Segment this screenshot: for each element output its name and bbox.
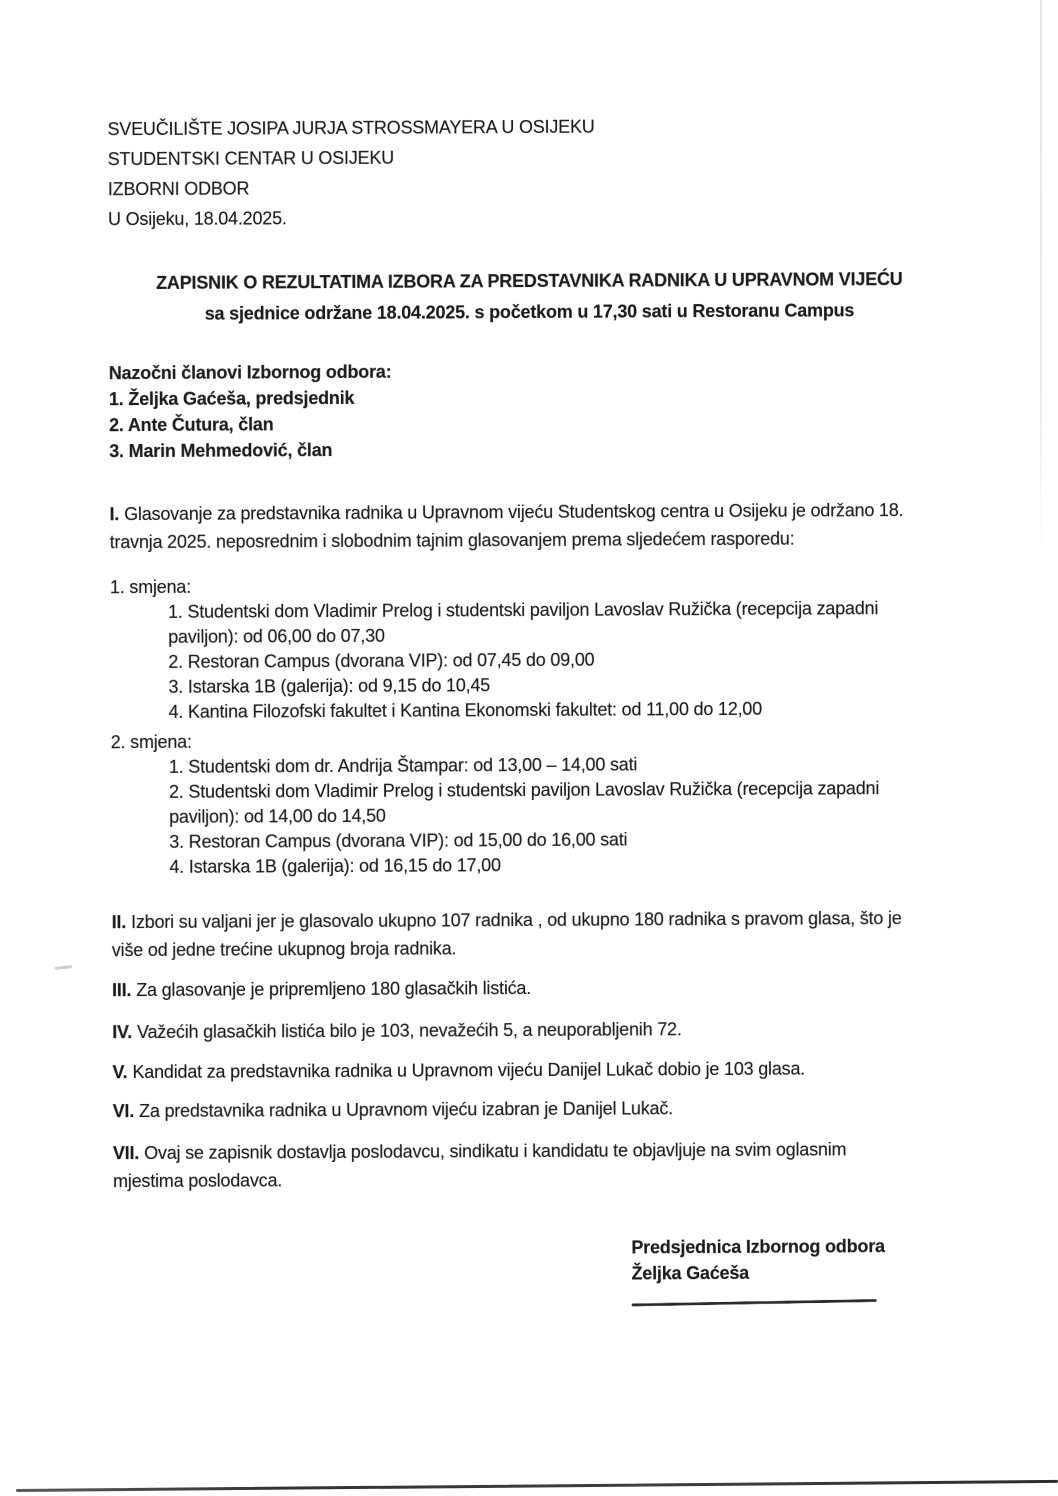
section-iii-line-1 [112,972,954,1004]
letterhead-university: SVEUČILIŠTE JOSIPA JURJA STROSSMAYERA U OSIJEKU [107,116,595,140]
shift-1-item-1-line-2: paviljon): od 06,00 do 07,30 [168,625,385,647]
shift-2-label: 2. smjena: [110,731,192,753]
shift-1-item-2: 2. Restoran Campus (dvorana VIP): od 07,45 do 09,00 [168,649,595,672]
section-ii-text-1: Izbori su valjani jer je glasovalo ukupno 107 radnika , od ukupno 180 radnika s pravom glasa, što je [131,908,902,933]
section-iv-line-1 [112,1014,954,1046]
document-title-line-2: sa sjednice održane 18.04.2025. s početkom u 17,30 sati u Restoranu Campus [204,300,855,324]
section-ii [112,904,954,964]
section-vii-line-1 [113,1135,955,1167]
signature-block [631,1233,955,1307]
section-i-numeral: I. [109,504,120,525]
shift-1-item-4: 4. Kantina Filozofski fakultet i Kantina Ekonomski fakultet: od 11,00 do 12,00 [168,698,763,722]
attendees-block [109,356,952,464]
section-vii-line-2: mjestima poslodavca. [112,1170,283,1192]
section-ii-line-2: više od jedne trećine ukupnog broja radnika. [111,938,457,961]
section-iii [112,972,954,1004]
shift-2-item-3: 3. Restoran Campus (dvorana VIP): od 15,00 do 16,00 sati [169,829,628,852]
section-vii-text-1: Ovaj se zapisnik dostavlja poslodavcu, sindikatu i kandidatu te objavljuje na svim oglasnim [144,1139,847,1164]
section-iii-numeral: III. [111,980,132,1001]
document-title [108,264,950,330]
section-v-line-1 [112,1054,954,1086]
shift-1-schedule [110,596,953,725]
section-vii-numeral: VII. [112,1143,140,1164]
signature-name: Željka Gaćeša [631,1262,750,1284]
section-vi-numeral: VI. [112,1101,135,1122]
section-vi-line-1 [113,1093,955,1125]
attendees-heading: Nazočni članovi Izbornog odbora: [108,361,392,384]
shift-1-label: 1. smjena: [109,576,192,598]
section-ii-line-1 [112,904,954,936]
section-v-text: Kandidat za predstavnika radnika u Upravnom vijeću Danijel Lukač dobio je 103 glasa. [132,1058,806,1083]
letterhead [107,0,950,234]
document-title-line-1: ZAPISNIK O REZULTATIMA IZBORA ZA PREDSTAVNIKA RADNIKA U UPRAVNOM VIJEĆU [156,269,903,293]
shift-2-item-2-line-2: paviljon): od 14,00 do 14,50 [169,805,386,827]
section-ii-numeral: II. [111,912,127,933]
shift-1-item-1-line-1: 1. Studentski dom Vladimir Prelog i studentski paviljon Lavoslav Ružička (recepcija zapadni [168,598,879,622]
shift-2-schedule [111,751,954,880]
attendee-member-1: 1. Željka Gaćeša, predsjednik [108,387,355,410]
shift-2-item-4: 4. Istarska 1B (galerija): od 16,15 do 17,00 [169,855,501,877]
letterhead-committee: IZBORNI ODBOR [107,178,250,200]
letterhead-place-date: U Osijeku, 18.04.2025. [107,208,287,230]
shift-2-item-2-line-1: 2. Studentski dom Vladimir Prelog i studentski paviljon Lavoslav Ružička (recepcija zapadni [168,778,880,802]
section-i-text-1: Glasovanje za predstavnika radnika u Upravnom vijeću Studentskog centra u Osijeku je održano 18. [124,500,904,525]
signature-line [632,1299,877,1306]
section-iv-text: Važećih glasačkih listića bilo je 103, nevažećih 5, a neuporabljenih 72. [136,1019,682,1043]
section-vi [113,1093,955,1125]
letterhead-institution: STUDENTSKI CENTAR U OSIJEKU [107,147,395,170]
section-vi-text: Za predstavnika radnika u Upravnom vijeću izabran je Danijel Lukač. [139,1098,674,1122]
section-i-line-2: travnja 2025. neposrednim i slobodnim tajnim glasovanjem prema sljedećem rasporedu: [109,528,795,553]
attendee-member-3: 3. Marin Mehmedović, član [109,440,333,462]
section-iii-text: Za glasovanje je pripremljeno 180 glasačkih listića. [136,977,532,1001]
section-i [109,496,951,556]
section-iv-numeral: IV. [112,1022,133,1043]
shift-1-item-3: 3. Istarska 1B (galerija): od 9,15 do 10,45 [168,675,491,697]
section-v-numeral: V. [112,1062,128,1083]
signature-role: Predsjednica Izbornog odbora [631,1236,885,1258]
attendee-member-2: 2. Ante Čutura, član [109,414,274,436]
scan-right-edge-shadow [1040,0,1042,560]
section-vii [113,1135,955,1195]
section-v [112,1054,954,1086]
section-iv [112,1014,954,1046]
shift-2-item-1: 1. Studentski dom dr. Andrija Štampar: od 13,00 – 14,00 sati [168,754,638,777]
section-i-line-1 [109,496,951,528]
